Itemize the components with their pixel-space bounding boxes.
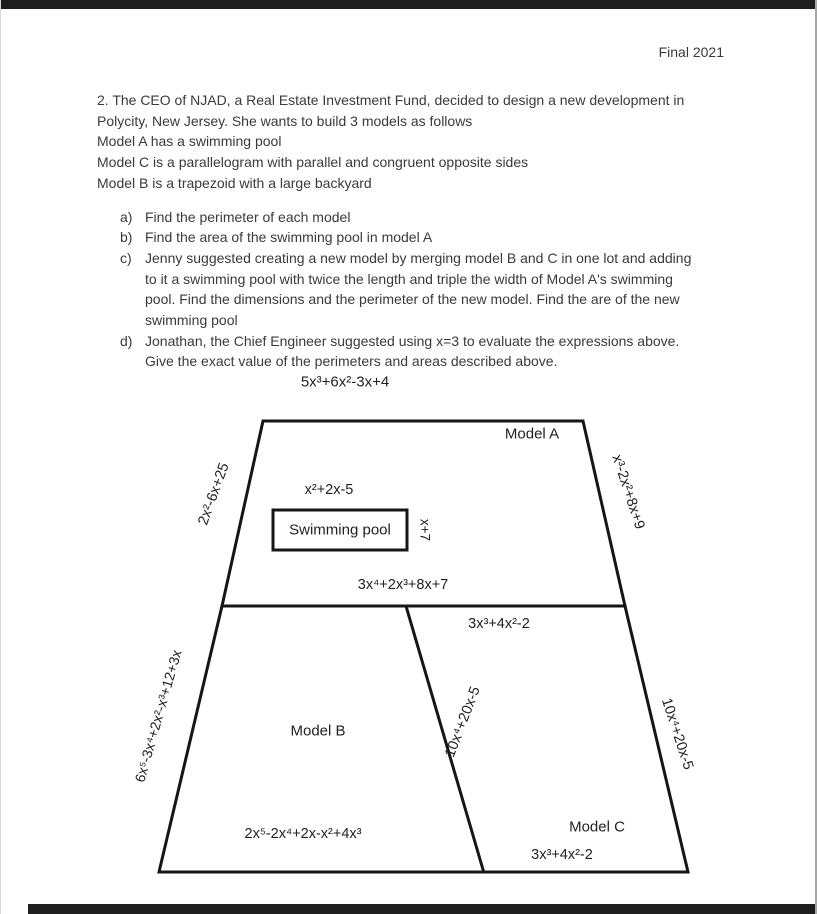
intro-line: Model B is a trapezoid with a large backyard [97,174,372,191]
label-c-bottom-side: 3x³+4x²-2 [531,847,593,863]
label-a-right-side: x³-2x²+8x+9 [608,452,648,532]
label-model-b: Model B [290,722,346,740]
question-line: swimming pool [145,312,238,329]
question-line: pool. Find the dimensions and the perimeter of the new model. Find the are of the new [145,291,680,308]
question-label: b) [120,229,133,246]
label-a-top-side: 5x³+6x²-3x+4 [300,373,390,391]
label-model-c: Model C [569,818,625,836]
label-a-bottom-side: 3x⁴+2x³+8x+7 [357,577,449,593]
label-b-bottom-side: 2x⁵-2x⁴+2x-x²+4x³ [244,826,362,842]
divider-line [406,606,484,873]
question-line: Give the exact value of the perimeters and areas described above. [145,353,558,370]
question-line: Jonathan, the Chief Engineer suggested using x=3 to evaluate the expressions above. [145,332,680,349]
label-a-left-side: 2x²-6x+25 [195,460,233,528]
label-pool-name: Swimming pool [289,521,391,539]
question-line: Find the perimeter of each model [145,208,351,225]
question-line: Find the area of the swimming pool in model A [145,229,433,246]
question-label: a) [120,208,133,225]
label-c-top-side: 3x³+4x²-2 [468,616,530,632]
label-divider-side: 10x⁴+20x-5 [442,684,484,760]
intro-line: 2. The CEO of NJAD, a Real Estate Investment Fund, decided to design a new development in [97,92,685,108]
label-pool-width: x+7 [417,518,433,542]
label-c-right-side: 10x⁴+20x-5 [657,696,697,772]
question-label: d) [120,332,133,349]
label-b-left-side: 6x⁵-3x⁴+2x²-x³+12+3x [131,648,185,784]
intro-line: Model A has a swimming pool [97,133,282,150]
question-line: Jenny suggested creating a new model by merging model B and C in one lot and adding [145,249,692,266]
question-label: c) [120,249,132,266]
intro-line: Model C is a parallelogram with parallel and congruent opposite sides [97,154,529,171]
question-line: to it a swimming pool with twice the length and triple the width of Model A's swimming [145,270,673,287]
label-model-a: Model A [504,425,560,443]
page-title: Final 2021 [658,44,724,60]
label-pool-length: x²+2x-5 [304,482,354,498]
intro-line: Polycity, New Jersey. She wants to build 3 models as follows [97,112,473,129]
